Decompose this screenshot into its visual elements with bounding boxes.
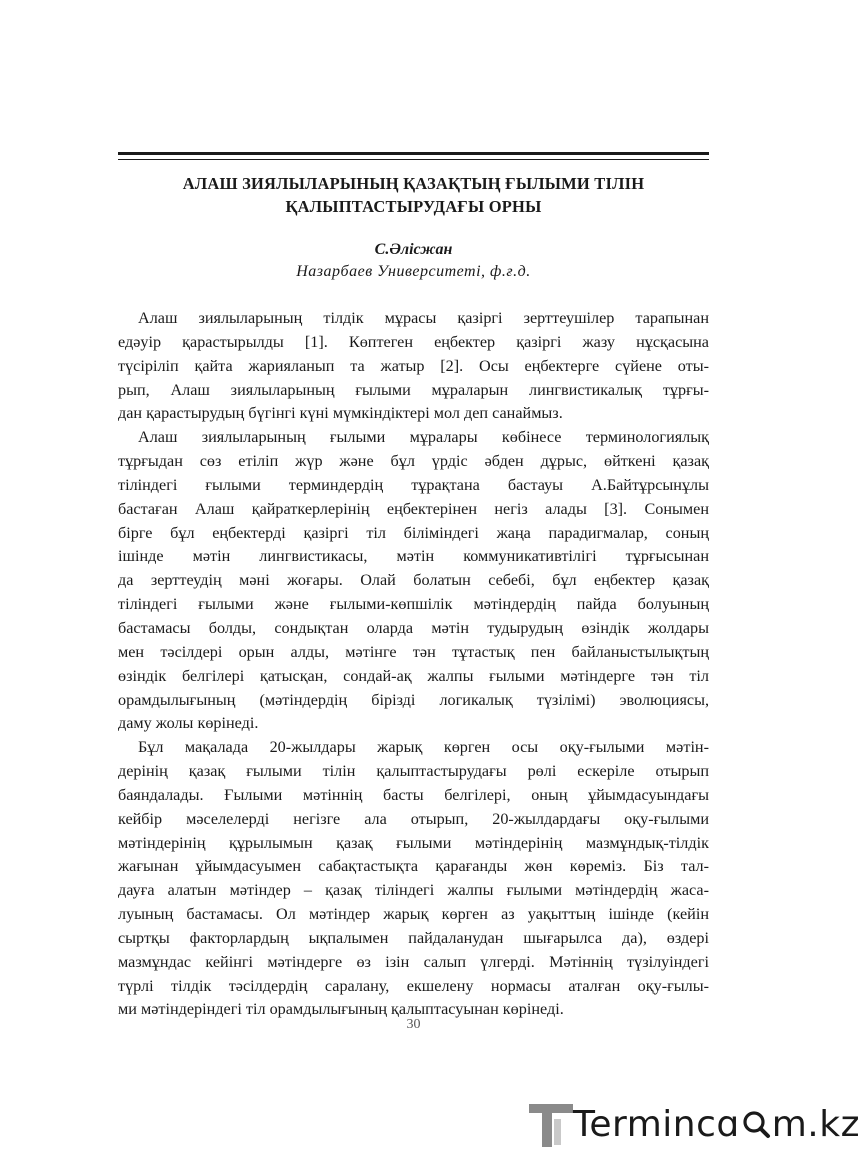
body-line: рып, Алаш зиялыларының ғылыми мұраларын лингвистикалық тұрғы- <box>118 380 709 399</box>
watermark-text-before: Termincɑ <box>573 1104 740 1145</box>
page-number: 30 <box>406 1017 421 1032</box>
body-line: тұрғыдан сөз етіліп жүр және бұл үрдіс әбден дұрыс, өйткені қазақ <box>118 452 709 471</box>
body-line: түрлі тілдік тәсілдердің саралану, екшелену нормасы аталған оқу-ғылы- <box>118 976 709 995</box>
top-rule-thick <box>118 152 709 155</box>
body-line: тіліндегі ғылыми терминдердің тұрақтана бастауы А.Байтұрсынұлы <box>118 475 709 494</box>
body-line: дан қарастырудың бүгінгі күні мүмкіндіктері мол деп санаймыз. <box>118 404 563 423</box>
body-line: баяндалады. Ғылыми мәтіннің басты белгілері, оның ұйымдасуындағы <box>118 785 709 804</box>
top-rule-thin <box>118 159 709 160</box>
body-line: мазмұндас кейінгі мәтіндерге өз ізін салып үлгерді. Мәтіннің түзілуіндегі <box>118 952 709 971</box>
article-body <box>118 307 709 1022</box>
body-line: дерінің қазақ ғылыми тілін қалыптастырудағы рөлі ескеріле отырып <box>118 762 709 781</box>
body-line: бастаған Алаш қайраткерлерінің еңбектерінен негіз алады [3]. Сонымен <box>118 499 709 518</box>
article-title-line-2: ҚАЛЫПТАСТЫРУДАҒЫ ОРНЫ <box>285 197 542 216</box>
article-title-line-1: АЛАШ ЗИЯЛЫЛАРЫНЫҢ ҚАЗАҚТЫҢ ҒЫЛЫМИ ТІЛІН <box>182 174 645 193</box>
body-line: да зерттеудің мәні жоғары. Олай болатын себебі, бұл еңбектер қазақ <box>118 571 709 590</box>
body-line: өзіндік белгілері қатысқан, сондай-ақ жалпы ғылыми мәтіндерге тән тіл <box>118 666 709 685</box>
body-line: сыртқы факторлардың ықпалымен пайдаланудан шығарылса да), өздері <box>118 928 709 947</box>
body-line: кейбір мәселелерді негізге ала отырып, 20-жылдардағы оқу-ғылыми <box>118 809 709 828</box>
t-letter-icon <box>527 1102 577 1154</box>
body-line: түсіріліп қайта жарияланып та жатыр [2]. Осы еңбектерге сүйене оты- <box>118 356 709 375</box>
article-title <box>118 172 709 218</box>
body-line: мәтіндерінің құрылымын қазақ ғылыми мәтіндерінің мазмұндық-тілдік <box>118 833 709 852</box>
body-line: Алаш зиялыларының тілдік мұрасы қазіргі зерттеушілер тарапынан <box>138 309 709 327</box>
body-line: дауға алатын мәтіндер – қазақ тіліндегі жалпы ғылыми мәтіндердің жаса- <box>118 881 709 900</box>
author-affiliation: Назарбаев Университеті, ф.ғ.д. <box>296 263 531 280</box>
body-line: луының бастамасы. Ол мәтіндер жарық көрген аз уақыттың ішінде (кейін <box>118 905 709 924</box>
body-line: тіліндегі ғылыми және ғылыми-көпшілік мәтіндердің пайда болуының <box>118 595 709 614</box>
magnifier-icon <box>741 1106 771 1136</box>
body-line: ми мәтіндеріндегі тіл орамдылығының қалыптасуынан көрінеді. <box>118 1000 564 1019</box>
body-line: орамдылығының (мәтіндердің бірізді логикалық түзілімі) эволюциясы, <box>118 690 709 709</box>
watermark-text <box>573 1103 860 1147</box>
body-line: жағынан ұйымдасуымен сабақтастықта қарағанды жөн көреміз. Біз тал- <box>118 857 709 876</box>
body-line: бірге бұл еңбектерді қазіргі тіл біліміндегі жаңа парадигмалар, соның <box>118 523 709 542</box>
body-line: Бұл мақалада 20-жылдары жарық көрген осы оқу-ғылыми мәтін- <box>138 738 709 757</box>
termincom-watermark-logo <box>527 1100 860 1156</box>
body-line: ішінде мәтін лингвистикасы, мәтін коммуникативтілігі тұрғысынан <box>118 547 709 566</box>
watermark-text-after: m.kz <box>771 1104 860 1145</box>
body-line: Алаш зиялыларының ғылыми мұралары көбінесе терминологиялық <box>138 428 709 447</box>
body-line: мен тәсілдері орын алды, мәтінге тән тұтастық пен байланыстылықтың <box>118 642 709 661</box>
body-line: едәуір қарастырылды [1]. Көптеген еңбектер қазіргі жазу нұсқасына <box>118 332 709 351</box>
body-line: бастамасы болды, сондықтан оларда мәтін тудырудың өзіндік жолдары <box>118 618 709 637</box>
author-name: С.Әлісжан <box>374 241 453 258</box>
body-line: даму жолы көрінеді. <box>118 714 259 733</box>
